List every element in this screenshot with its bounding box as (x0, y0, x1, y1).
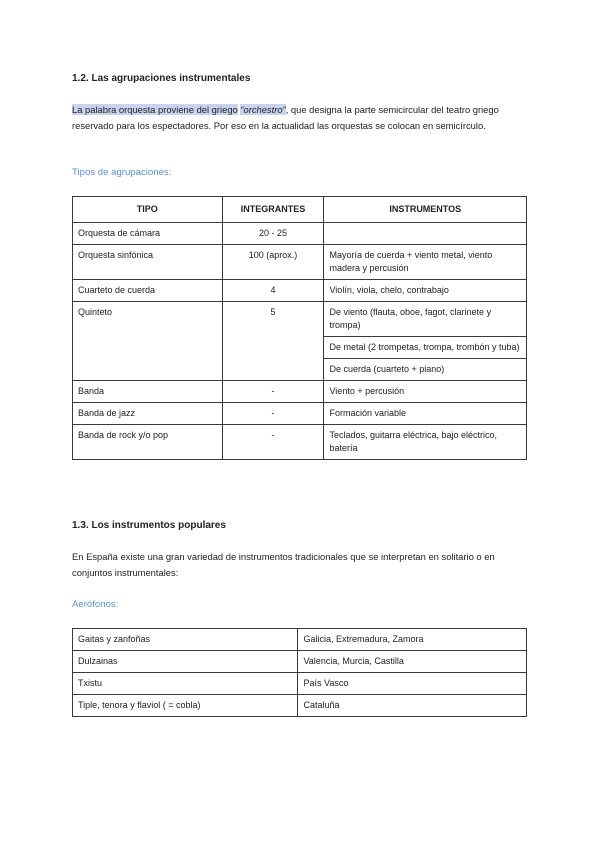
aerophones-table (72, 628, 527, 717)
table-row (73, 673, 527, 695)
cell-tipo: Orquesta sinfónica (73, 245, 223, 280)
cell-instrumentos: Mayoría de cuerda + viento metal, viento madera y percusión (324, 245, 527, 280)
header-tipo: TIPO (73, 197, 223, 223)
cell-instrumento: Txistu (73, 673, 298, 695)
table-row (73, 425, 527, 460)
table-row (73, 629, 527, 651)
table-row (73, 280, 527, 302)
cell-instrumentos (324, 223, 527, 245)
section-13-subheading: Aerófonos: (72, 599, 119, 610)
paragraph-rest: , que designa la parte semicircular del teatro griego reservado para los espectadores. Por eso en la actualidad las orquestas se colocan en semicírculo. (72, 104, 499, 131)
cell-integrantes: 4 (222, 280, 324, 302)
quoted-word: “orchestro” (240, 104, 286, 115)
cell-instrumento: Dulzainas (73, 651, 298, 673)
cell-region: Cataluña (298, 695, 527, 717)
cell-integrantes: - (222, 425, 324, 460)
cell-instrumentos: Teclados, guitarra eléctrica, bajo eléctrico, batería (324, 425, 527, 460)
table-row (73, 695, 527, 717)
table-header-row (73, 197, 527, 223)
cell-region: Valencia, Murcia, Castilla (298, 651, 527, 673)
cell-region: País Vasco (298, 673, 527, 695)
section-12-paragraph (72, 102, 532, 134)
cell-instrumento: Gaitas y zanfoñas (73, 629, 298, 651)
cell-integrantes: 100 (aprox.) (222, 245, 324, 280)
section-13-paragraph: En España existe una gran variedad de instrumentos tradicionales que se interpretan en solitario o en conjuntos instrumentales: (72, 551, 495, 578)
cell-instrumentos: De metal (2 trompetas, trompa, trombón y tuba) (324, 337, 527, 359)
cell-integrantes: 5 (222, 302, 324, 381)
cell-integrantes: - (222, 381, 324, 403)
table-row (73, 245, 527, 280)
cell-integrantes: - (222, 403, 324, 425)
table-row (73, 381, 527, 403)
cell-tipo: Cuarteto de cuerda (73, 280, 223, 302)
cell-integrantes: 20 - 25 (222, 223, 324, 245)
section-12-subheading: Tipos de agrupaciones: (72, 167, 172, 178)
cell-instrumentos: Viento + percusión (324, 381, 527, 403)
cell-instrumentos: Violín, viola, chelo, contrabajo (324, 280, 527, 302)
cell-tipo: Quinteto (73, 302, 223, 381)
section-13-heading: 1.3. Los instrumentos populares (72, 520, 226, 531)
cell-instrumentos: De viento (flauta, oboe, fagot, clarinete y trompa) (324, 302, 527, 337)
groups-table (72, 196, 527, 460)
cell-instrumentos: De cuerda (cuarteto + piano) (324, 359, 527, 381)
cell-tipo: Orquesta de cámara (73, 223, 223, 245)
cell-tipo: Banda de jazz (73, 403, 223, 425)
cell-instrumentos: Formación variable (324, 403, 527, 425)
cell-tipo: Banda de rock y/o pop (73, 425, 223, 460)
table-row (73, 403, 527, 425)
header-integrantes: INTEGRANTES (222, 197, 324, 223)
cell-region: Galicia, Extremadura, Zamora (298, 629, 527, 651)
section-12-heading: 1.2. Las agrupaciones instrumentales (72, 73, 251, 84)
table-row (73, 223, 527, 245)
header-instrumentos: INSTRUMENTOS (324, 197, 527, 223)
table-row (73, 651, 527, 673)
highlighted-text: La palabra orquesta proviene del griego (72, 104, 238, 115)
cell-tipo: Banda (73, 381, 223, 403)
cell-instrumento: Tiple, tenora y flaviol ( = cobla) (73, 695, 298, 717)
table-row (73, 302, 527, 337)
